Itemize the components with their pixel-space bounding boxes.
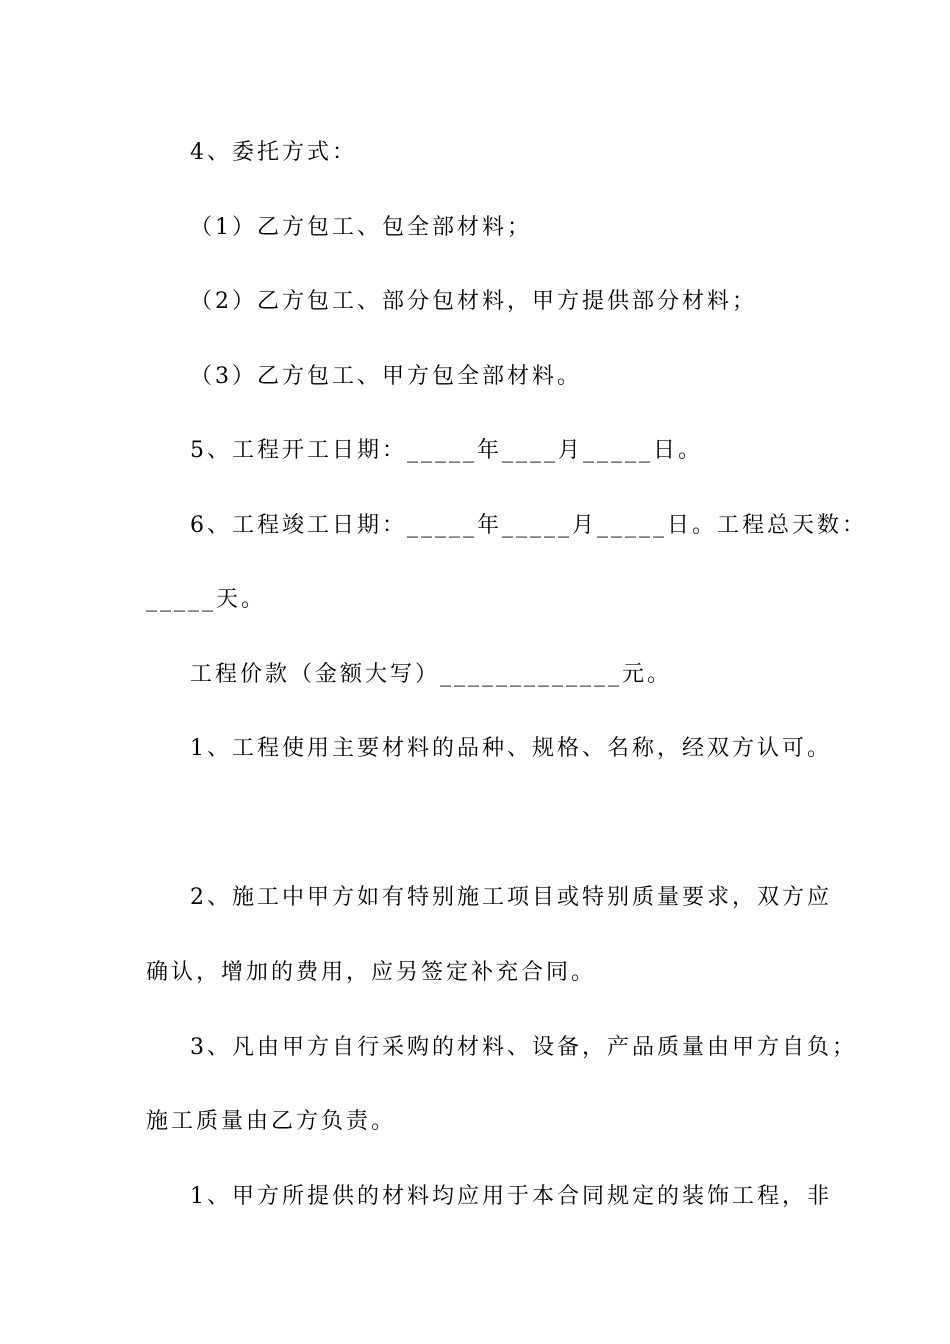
option-1: （1）乙方包工、包全部材料； — [190, 215, 532, 240]
option-3: （3）乙方包工、甲方包全部材料。 — [190, 364, 582, 389]
total-days: _____天。 — [146, 587, 267, 612]
supply-clause-1: 1、甲方所提供的材料均应用于本合同规定的装饰工程，非 — [190, 1184, 832, 1209]
material-clause-2-cont: 确认，增加的费用，应另签定补充合同。 — [146, 960, 597, 985]
clause-5-start-date: 5、工程开工日期：_____年____月_____日。 — [190, 438, 703, 463]
clause-4-entrust-method: 4、委托方式： — [190, 140, 357, 165]
option-2: （2）乙方包工、部分包材料，甲方提供部分材料； — [190, 289, 757, 314]
material-clause-3: 3、凡由甲方自行采购的材料、设备，产品质量由甲方自负； — [190, 1035, 857, 1060]
material-clause-1: 1、工程使用主要材料的品种、规格、名称，经双方认可。 — [190, 736, 832, 761]
material-clause-3-cont: 施工质量由乙方负责。 — [146, 1109, 397, 1134]
material-clause-2: 2、施工中甲方如有特别施工项目或特别质量要求，双方应 — [190, 885, 832, 910]
clause-6-completion-date: 6、工程竣工日期：_____年_____月_____日。工程总天数： — [190, 513, 867, 538]
project-price: 工程价款（金额大写）_____________元。 — [190, 662, 673, 687]
